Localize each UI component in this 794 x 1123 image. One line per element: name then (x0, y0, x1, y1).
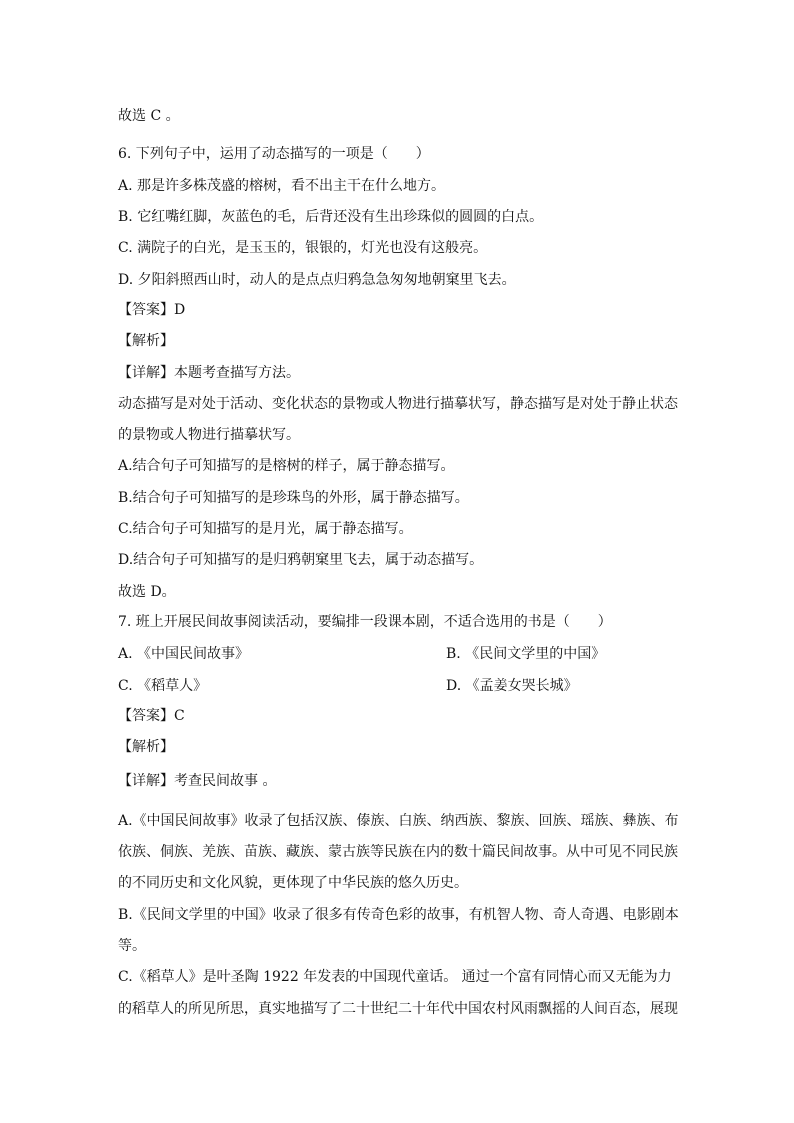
question-6-option-d: D. 夕阳斜照西山时，动人的是点点归鸦急急匆匆地朝窠里飞去。 (118, 272, 516, 288)
question-7-option-c: C. 《稻草人》 (118, 678, 208, 694)
question-6-analysis-heading: 【解析】 (118, 333, 174, 349)
question-7-explain-b-line-1: B.《民间文学里的中国》收录了很多有传奇色彩的故事，有机智人物、奇人奇遇、电影剧本 (118, 907, 679, 923)
question-6-explanation-line-2: 的景物或人物进行描摹状写。 (118, 427, 300, 443)
question-6-explain-d: D.结合句子可知描写的是归鸦朝窠里飞去，属于动态描写。 (118, 552, 484, 568)
question-6-explanation-line-1: 动态描写是对处于活动、变化状态的景物或人物进行描摹状写，静态描写是对处于静止状态 (118, 396, 678, 412)
question-7-explain-a-line-2: 依族、侗族、羌族、苗族、藏族、蒙古族等民族在内的数十篇民间故事。从中可见不同民族 (118, 844, 678, 860)
question-6-detail: 【详解】本题考查描写方法。 (118, 365, 300, 381)
question-6-explain-a: A.结合句子可知描写的是榕树的样子，属于静态描写。 (118, 458, 455, 474)
question-7-explain-a-line-3: 的不同历史和文化风貌，更体现了中华民族的悠久历史。 (118, 875, 468, 891)
question-7-option-b: B. 《民间文学里的中国》 (446, 646, 606, 662)
question-7-analysis-heading: 【解析】 (118, 739, 174, 755)
question-6-option-a: A. 那是许多株茂盛的榕树，看不出主干在什么地方。 (118, 178, 446, 194)
question-6-conclusion: 故选 D。 (118, 584, 176, 600)
question-6-stem: 6. 下列句子中，运用了动态描写的一项是（ ） (118, 146, 430, 162)
question-7-answer: 【答案】C (118, 708, 185, 724)
conclusion-line: 故选 C 。 (118, 108, 180, 124)
question-7-explain-b-line-2: 等。 (118, 938, 146, 954)
question-7-stem: 7. 班上开展民间故事阅读活动，要编排一段课本剧，不适合选用的书是（ ） (118, 614, 612, 630)
question-6-explain-c: C.结合句子可知描写的是月光，属于静态描写。 (118, 521, 413, 537)
question-6-option-c: C. 满院子的白光，是玉玉的，银银的，灯光也没有这般亮。 (118, 240, 488, 256)
question-7-explain-a-line-1: A.《中国民间故事》收录了包括汉族、傣族、白族、纳西族、黎族、回族、瑶族、彝族、布 (118, 813, 679, 829)
question-7-option-d: D. 《孟姜女哭长城》 (446, 678, 578, 694)
question-7-option-a: A. 《中国民间故事》 (118, 646, 250, 662)
question-6-option-b: B. 它红嘴红脚，灰蓝色的毛，后背还没有生出珍珠似的圆圆的白点。 (118, 209, 544, 225)
question-6-explain-b: B.结合句子可知描写的是珍珠鸟的外形，属于静态描写。 (118, 490, 469, 506)
question-7-explain-c-line-2: 的稻草人的所见所思，真实地描写了二十世纪二十年代中国农村风雨飘摇的人间百态，展现 (118, 1001, 678, 1017)
question-7-explain-c-line-1: C.《稻草人》是叶圣陶 1922 年发表的中国现代童话。 通过一个富有同情心而又无能为力 (118, 969, 672, 985)
question-7-detail: 【详解】考查民间故事 。 (118, 773, 277, 789)
question-6-answer: 【答案】D (118, 302, 186, 318)
